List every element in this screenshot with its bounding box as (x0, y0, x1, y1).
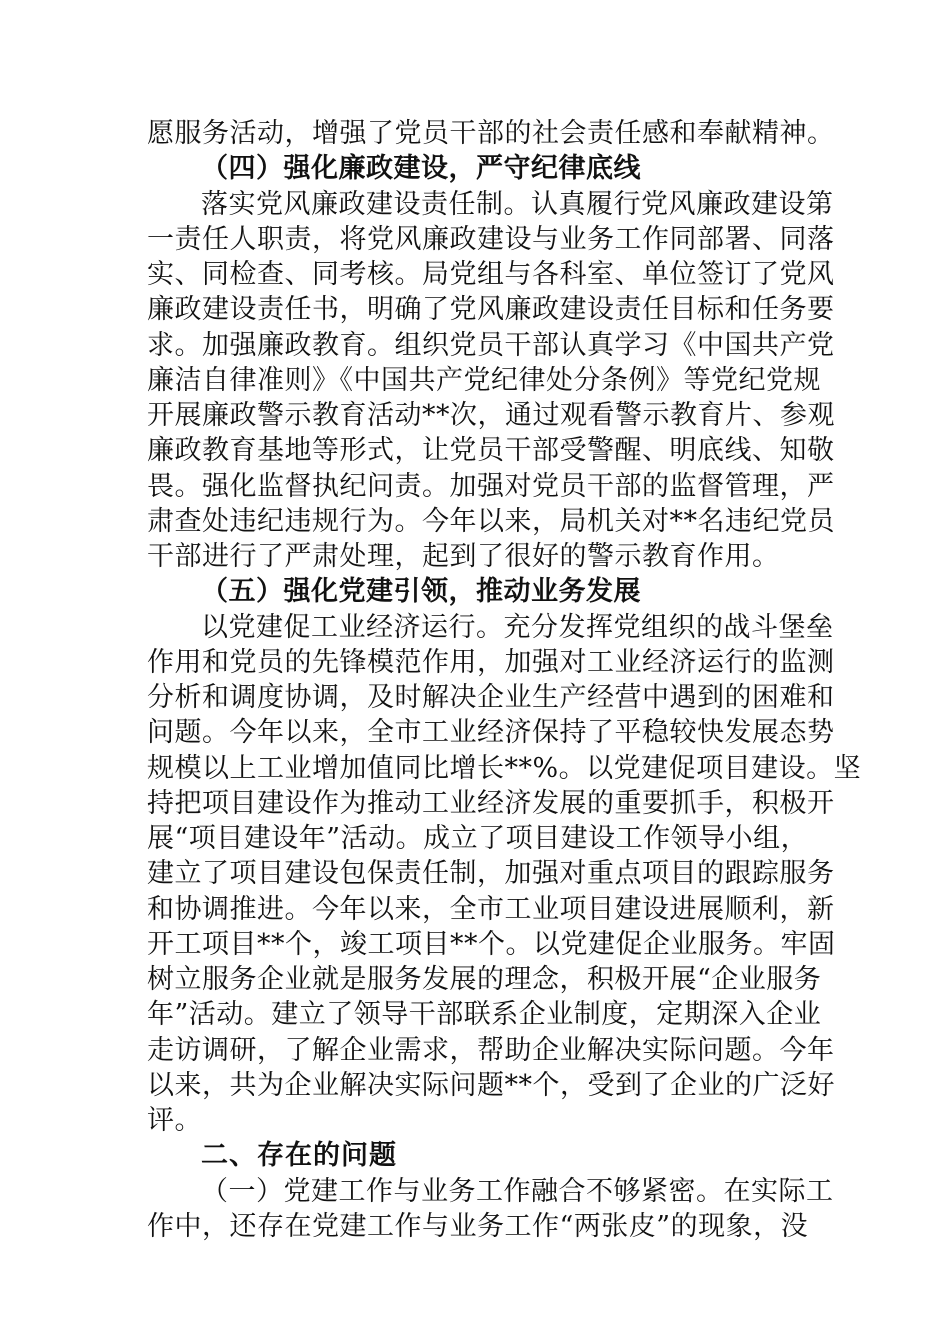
paragraph-line: 树立服务企业就是服务发展的理念，积极开展“企业服务 (147, 964, 822, 995)
paragraph-line: 廉政教育基地等形式，让党员干部受警醒、明底线、知敬 (147, 435, 835, 466)
paragraph-line: 肃查处违纪违规行为。今年以来，局机关对**名违纪党员 (147, 506, 835, 537)
paragraph-line: 建立了项目建设包保责任制，加强对重点项目的跟踪服务 (147, 858, 835, 889)
paragraph-line: 评。 (147, 1105, 202, 1136)
paragraph-line: 干部进行了严肃处理，起到了很好的警示教育作用。 (147, 541, 780, 572)
paragraph-line: 廉政建设责任书，明确了党风廉政建设责任目标和任务要 (147, 294, 835, 325)
paragraph-line: 求。加强廉政教育。组织党员干部认真学习《中国共产党 (147, 330, 835, 361)
paragraph-line: 愿服务活动，增强了党员干部的社会责任感和奉献精神。 (147, 118, 835, 149)
paragraph-line: 开展廉政警示教育活动**次，通过观看警示教育片、参观 (147, 400, 835, 431)
paragraph-line: 规模以上工业增加值同比增长**%。以党建促项目建设。坚 (147, 753, 862, 784)
paragraph-line: 开工项目**个，竣工项目**个。以党建促企业服务。牢固 (147, 929, 836, 960)
paragraph-line: 和协调推进。今年以来，全市工业项目建设进展顺利，新 (147, 894, 835, 925)
paragraph-line: 年”活动。建立了领导干部联系企业制度，定期深入企业 (147, 999, 822, 1030)
paragraph-line: 以来，共为企业解决实际问题**个，受到了企业的广泛好 (147, 1070, 835, 1101)
paragraph-line: 一责任人职责，将党风廉政建设与业务工作同部署、同落 (147, 224, 835, 255)
paragraph-line: 落实党风廉政建设责任制。认真履行党风廉政建设第 (201, 189, 834, 220)
section-heading-4: （四）强化廉政建设，严守纪律底线 (201, 153, 641, 184)
section-heading-5: （五）强化党建引领，推动业务发展 (201, 576, 641, 607)
paragraph-line: 展“项目建设年”活动。成立了项目建设工作领导小组， (147, 823, 809, 854)
paragraph-line: 畏。强化监督执纪问责。加强对党员干部的监督管理，严 (147, 471, 835, 502)
paragraph-line: 持把项目建设作为推动工业经济发展的重要抓手，积极开 (147, 788, 835, 819)
paragraph-line: 问题。今年以来，全市工业经济保持了平稳较快发展态势 (147, 717, 835, 748)
paragraph-line: 作用和党员的先锋模范作用，加强对工业经济运行的监测 (147, 647, 835, 678)
section-heading-2: 二、存在的问题 (201, 1140, 397, 1171)
paragraph-line: （一）党建工作与业务工作融合不够紧密。在实际工 (201, 1176, 834, 1207)
paragraph-line: 以党建促工业经济运行。充分发挥党组织的战斗堡垒 (201, 612, 834, 643)
paragraph-line: 作中，还存在党建工作与业务工作“两张皮”的现象，没 (147, 1211, 809, 1242)
paragraph-line: 实、同检查、同考核。局党组与各科室、单位签订了党风 (147, 259, 835, 290)
paragraph-line: 走访调研，了解企业需求，帮助企业解决实际问题。今年 (147, 1035, 835, 1066)
paragraph-line: 廉洁自律准则》《中国共产党纪律处分条例》等党纪党规 (147, 365, 821, 396)
paragraph-line: 分析和调度协调，及时解决企业生产经营中遇到的困难和 (147, 682, 835, 713)
